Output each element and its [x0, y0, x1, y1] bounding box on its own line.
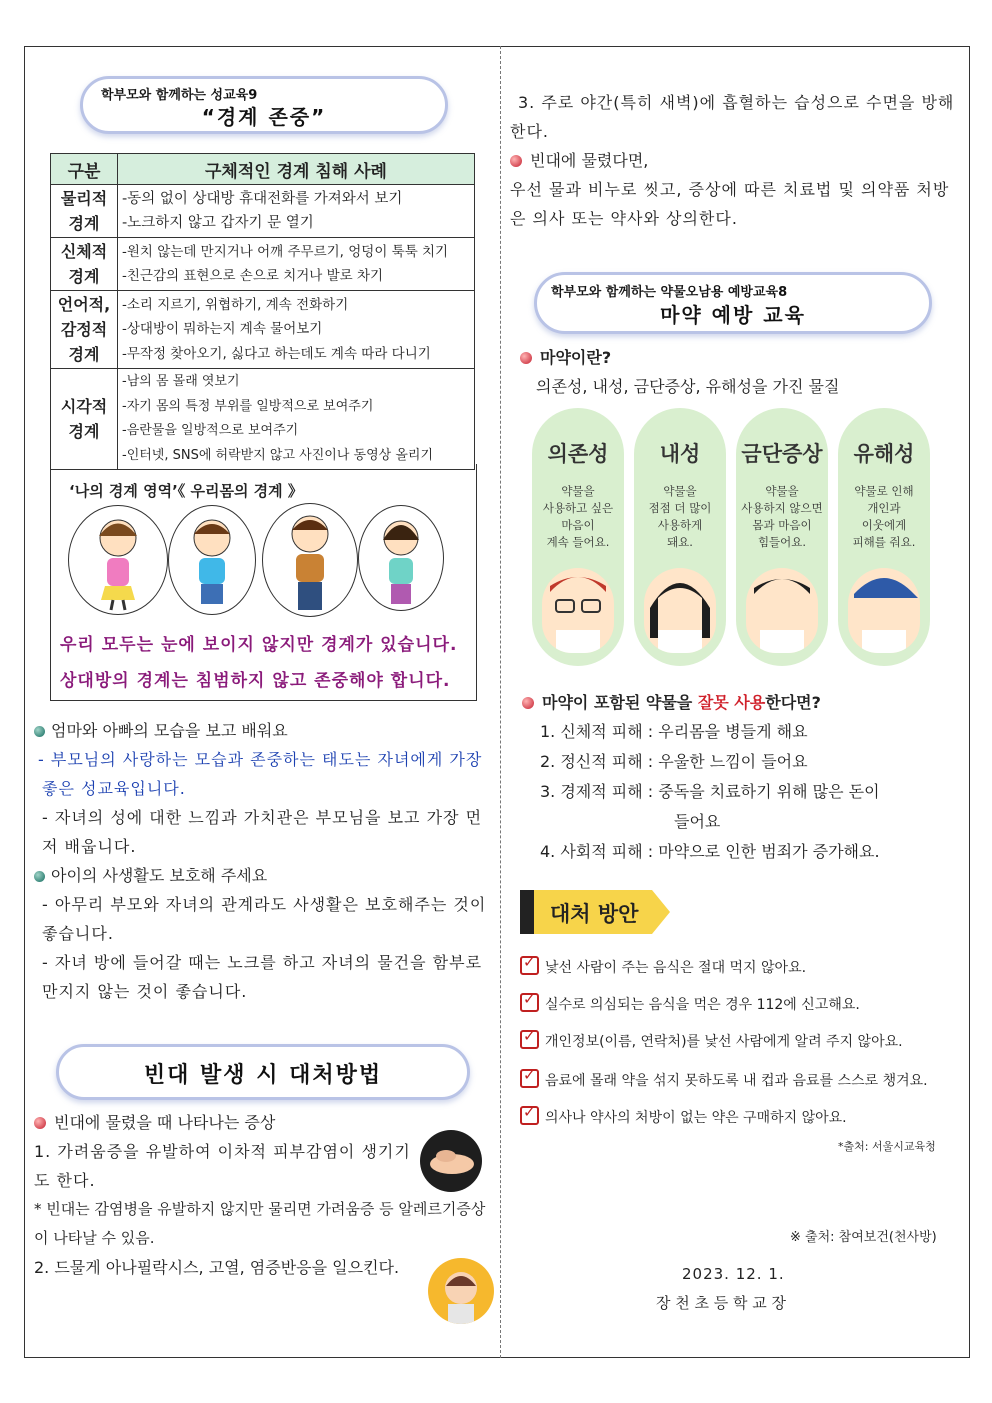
measures-label: [520, 890, 652, 934]
harm-item: 3. 경제적 피해 : 중독을 치료하기 위해 많은 돈이: [540, 782, 880, 801]
card-desc-line: 계속 들어요.: [546, 535, 610, 549]
bed-bug-continued: [510, 88, 960, 233]
case-item: -무작정 찾아오기, 싫다고 하는데도 계속 따라 다니기: [122, 345, 431, 362]
card-desc-line: 사용하지 않으면: [741, 501, 823, 515]
misuse-section: [522, 688, 962, 867]
checkbox-icon: [520, 1106, 539, 1125]
source-note: ※ 출처: 참여보건(천사방): [790, 1230, 937, 1245]
section-learn: [34, 716, 494, 1006]
face-illustration: [746, 568, 818, 653]
category-label: 신체적: [60, 242, 108, 261]
symptom-1: 1. 가려움증을 유발하여 이차적 피부감염이 생기기도 한다.: [34, 1142, 411, 1190]
case-item: -남의 몸 몰래 엿보기: [122, 374, 240, 389]
misuse-heading-pre: 마약이 포함된 약물을: [542, 693, 698, 712]
sex-education-header: [80, 76, 448, 134]
case-item: -음란물을 일방적으로 보여주기: [122, 423, 299, 438]
card-dependence: [532, 408, 624, 666]
checkbox-icon: [520, 1030, 539, 1049]
card-desc-line: 개인과: [867, 501, 901, 515]
header-title: “경계 존중”: [201, 105, 327, 129]
boundary-violation-table: [50, 153, 475, 470]
section-heading: 엄마와 아빠의 모습을 보고 배워요: [51, 721, 288, 740]
category-label: 경계: [68, 214, 100, 233]
privacy-paragraph-2: - 자녀 방에 들어갈 때는 노크를 하고 자녀의 물건을 함부로 만지지 않는 것이 좋습니다.: [42, 953, 483, 1001]
card-desc-line: 약물을: [663, 484, 697, 498]
learn-paragraph-2: - 자녀의 성에 대한 느낌과 가치관은 부모님을 보고 가장 먼저 배웁니다.: [42, 808, 483, 856]
table-row: [51, 238, 475, 291]
symptom-2: 2. 드물게 아나필락시스, 고열, 염증반응을 일으킨다.: [34, 1258, 400, 1277]
misuse-heading-red: 잘못 사용: [697, 693, 766, 712]
table-row: [51, 185, 475, 238]
drug-what-text: 의존성, 내성, 금단증상, 유해성을 가진 물질: [536, 377, 840, 396]
principal-signature: 장 천 초 등 학 교 장: [656, 1294, 787, 1312]
card-tolerance: [634, 408, 726, 666]
case-item: -동의 없이 상대방 휴대전화를 가져와서 보기: [122, 190, 403, 207]
face-illustration: [644, 568, 716, 653]
bullet-icon: [510, 155, 522, 167]
symptoms-section: [34, 1108, 486, 1282]
case-item: -인터넷, SNS에 허락받지 않고 사진이나 동영상 올리기: [122, 447, 434, 463]
harm-item: 들어요: [674, 812, 721, 831]
itchy-arm-image: [420, 1130, 482, 1192]
category-label: 감정적: [60, 320, 108, 339]
header-subtitle: 학부모와 함께하는 약물오남용 예방교육8: [551, 285, 788, 300]
case-item: -소리 지르기, 위협하기, 계속 전화하기: [122, 296, 349, 313]
table-header-cases: 구체적인 경계 침해 사례: [118, 154, 475, 185]
measure-item: [520, 1030, 903, 1051]
card-desc-line: 점점 더 많이: [648, 501, 712, 515]
table-row: [51, 369, 475, 470]
bed-bug-title: 빈대 발생 시 대처방법: [143, 1063, 383, 1088]
header-subtitle: 학부모와 함께하는 성교육9: [101, 88, 258, 103]
card-desc-line: 사용하게: [657, 518, 703, 532]
bullet-icon: [34, 1117, 46, 1129]
misuse-heading-post: 한다면?: [765, 693, 821, 712]
measure-text: 의사나 약사의 처방이 없는 약은 구매하지 않아요.: [545, 1110, 847, 1126]
harm-item: 4. 사회적 피해 : 마약으로 인한 범죄가 증가해요.: [540, 842, 880, 861]
measure-text: 실수로 의심되는 음식을 먹은 경우 112에 신고해요.: [545, 997, 860, 1013]
card-withdrawal: [736, 408, 828, 666]
teen-boy-illustration: [262, 503, 358, 617]
symptoms-heading: 빈대에 물렸을 때 나타나는 증상: [54, 1113, 276, 1132]
case-item: -원치 않는데 만지거나 어깨 주무르기, 엉덩이 툭툭 치기: [122, 243, 449, 260]
card-title: 유해성: [853, 442, 915, 466]
table-header-category: 구분: [51, 154, 118, 185]
card-title: 의존성: [547, 442, 609, 466]
card-desc-line: 약물로 인해: [854, 484, 914, 498]
case-item: -상대방이 뭐하는지 계속 물어보기: [122, 321, 323, 338]
card-desc-line: 약물을: [765, 484, 799, 498]
card-title: 금단증상: [741, 442, 823, 466]
card-desc-line: 피해를 줘요.: [852, 535, 916, 549]
drug-definition: [520, 343, 960, 401]
bullet-icon: [34, 726, 45, 737]
privacy-paragraph-1: - 아무리 부모와 자녀의 관계라도 사생활은 보호해주는 것이 좋습니다.: [42, 895, 487, 943]
bitten-text: 우선 물과 비누로 씻고, 증상에 따른 치료법 및 의약품 처방은 의사 또는 약사와 상의한다.: [510, 180, 950, 228]
measure-item: [520, 1069, 928, 1090]
table-row: [51, 291, 475, 369]
category-label: 경계: [68, 345, 100, 364]
harm-item: 2. 정신적 피해 : 우울한 느낌이 들어요: [540, 752, 808, 771]
symptom-3: 3. 주로 야간(특히 새벽)에 흡혈하는 습성으로 수면을 방해한다.: [510, 93, 955, 141]
category-label: 경계: [68, 422, 100, 441]
bullet-icon: [520, 352, 532, 364]
face-illustration: [848, 568, 920, 653]
header-title: 마약 예방 교육: [660, 303, 806, 327]
measure-item: [520, 956, 806, 977]
harm-item: 1. 신체적 피해 : 우리몸을 병들게 해요: [540, 722, 808, 741]
category-label: 시각적: [60, 397, 108, 416]
measure-item: [520, 1106, 847, 1127]
measure-text: 음료에 몰래 약을 섞지 못하도록 내 컵과 음료를 스스로 챙겨요.: [545, 1073, 928, 1089]
case-item: -자기 몸의 특정 부위를 일방적으로 보여주기: [122, 398, 374, 414]
card-desc-line: 사용하고 싶은: [542, 501, 614, 515]
card-desc-line: 마음이: [561, 518, 595, 532]
card-desc-line: 몸과 마음이: [752, 518, 812, 532]
measure-text: 낯선 사람이 주는 음식은 절대 먹지 않아요.: [545, 960, 807, 976]
boy-illustration: [168, 505, 256, 615]
case-item: -노크하지 않고 갑자기 문 열기: [122, 215, 314, 231]
boundary-message-1: 우리 모두는 눈에 보이지 않지만 경계가 있습니다.: [60, 635, 458, 655]
section-heading: 아이의 사생활도 보호해 주세요: [51, 866, 268, 885]
checkbox-icon: [520, 993, 539, 1012]
bullet-icon: [522, 697, 534, 709]
measure-item: [520, 993, 860, 1014]
bullet-icon: [34, 871, 45, 882]
category-label: 경계: [68, 267, 100, 286]
girl-illustration: [68, 505, 168, 615]
teen-girl-illustration: [358, 505, 444, 611]
category-label: 언어적,: [57, 295, 111, 314]
source-seoul: *출처: 서울시교육청: [838, 1140, 936, 1153]
bed-bug-header: [56, 1044, 470, 1100]
fever-image: [428, 1258, 494, 1324]
case-item: -친근감의 표현으로 손으로 치거나 발로 차기: [122, 268, 384, 284]
checkbox-icon: [520, 1069, 539, 1088]
learn-paragraph-1: - 부모님의 사랑하는 모습과 존중하는 태도는 자녀에게 가장 좋은 성교육입니다.: [38, 750, 483, 798]
checkbox-icon: [520, 956, 539, 975]
column-divider: [500, 46, 501, 1358]
card-desc-line: 힘들어요.: [757, 535, 807, 549]
bitten-heading: 빈대에 물렸다면,: [530, 151, 649, 170]
card-desc-line: 이웃에게: [861, 518, 907, 532]
measure-text: 개인정보(이름, 연락처)를 낯선 사람에게 알려 주지 않아요.: [545, 1034, 903, 1050]
card-title: 내성: [659, 442, 701, 466]
card-desc-line: 돼요.: [667, 535, 693, 549]
category-label: 물리적: [60, 189, 108, 208]
card-desc-line: 약물을: [561, 484, 595, 498]
boundary-box-title: ‘나의 경계 영역’《 우리몸의 경계 》: [69, 482, 303, 500]
drug-education-header: [534, 272, 932, 334]
measures-title: 대처 방안: [550, 902, 639, 926]
face-illustration: [542, 568, 614, 653]
symptom-note: * 빈대는 감염병을 유발하지 않지만 물리면 가려움증 등 알레르기증상이 나타날 수 있음.: [34, 1200, 486, 1247]
drug-what-heading: 마약이란?: [540, 348, 612, 367]
card-harmfulness: [838, 408, 930, 666]
issue-date: 2023. 12. 1.: [682, 1265, 785, 1283]
boundary-message-2: 상대방의 경계는 침범하지 않고 존중해야 합니다.: [60, 671, 451, 691]
